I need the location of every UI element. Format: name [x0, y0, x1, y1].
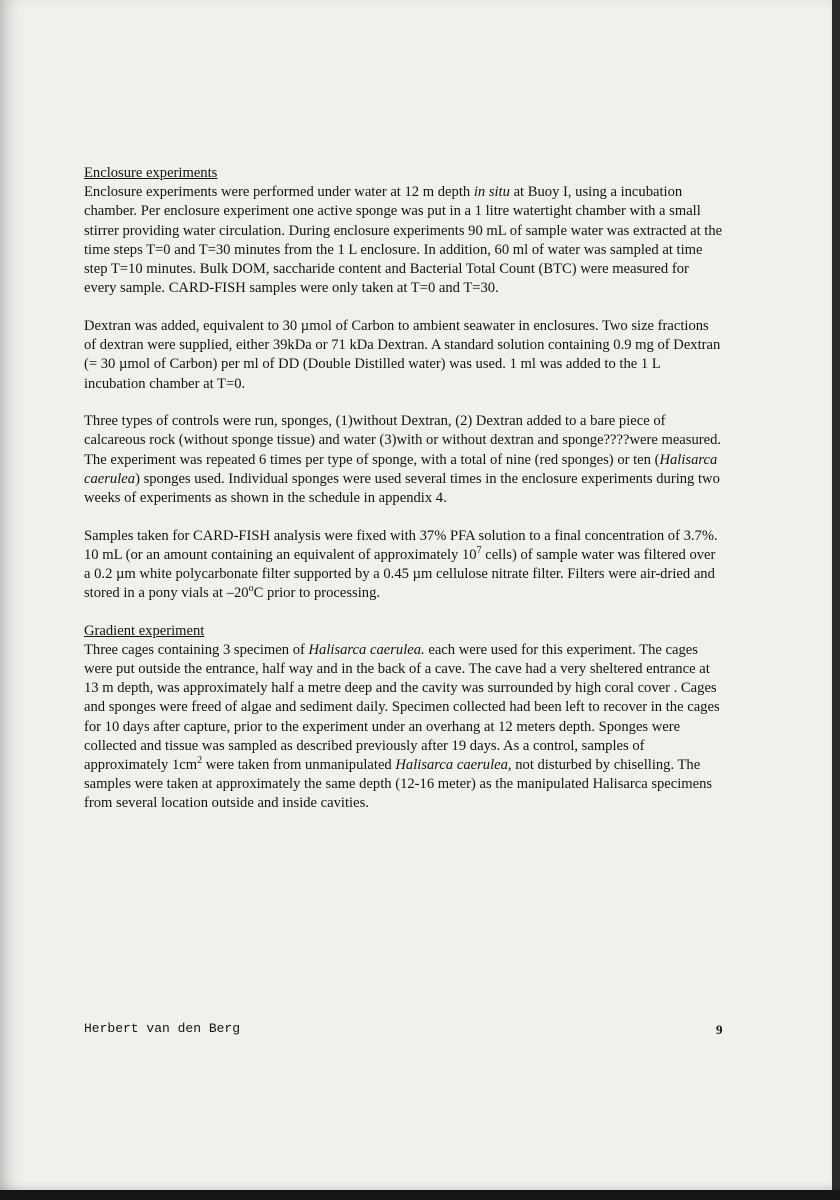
footer-author: Herbert van den Berg	[84, 1021, 241, 1036]
text-run: Three types of controls were run, sponges, (1)without Dextran, (2) Dextran added to a bare piece of calcareous rock (without sponge tissue) and water (3)with or without dextran and sponge????were measured. The experiment was repeated 6 times per type of sponge, with a total of nine (red sponges) or ten (	[84, 413, 722, 468]
text-run: ) sponges used. Individual sponges were used several times in the enclosure experiments during two weeks of experiments as shown in the schedule in appendix 4.	[84, 470, 720, 507]
section-heading-enclosure: Enclosure experiments	[84, 165, 218, 181]
italic-term: in situ	[473, 184, 510, 201]
superscript: 2	[197, 754, 203, 766]
text-run: at Buoy I, using a incubation chamber. Per enclosure experiment one active sponge was put in a 1 litre watertight chamber with a small stirrer providing water circulation. During enclosure experiments 90 mL of sample water was extracted at the time steps T=0 and T=30 minutes from the 1 L enclosure. In addition, 60 ml of water was sampled at time step T=10 minutes. Bulk DOM, saccharide content and Bacterial Total Count (BTC) were measured for every sample. CARD-FISH samples were only taken at T=0 and T=30.	[84, 184, 723, 297]
superscript: o	[248, 583, 254, 595]
paragraph-enclosure-3	[84, 412, 724, 508]
page-number: 9	[716, 1022, 723, 1037]
text-run: Samples taken for CARD-FISH analysis were fixed with 37% PFA solution to a final concentration of 3.7%. 10 mL (or an amount containing an equivalent of approximately 10	[84, 527, 718, 563]
text-run: were taken from unmanipulated	[202, 756, 396, 773]
superscript: 7	[476, 544, 482, 556]
paragraph-enclosure-4	[84, 527, 724, 604]
paragraph-gradient-1	[84, 641, 724, 814]
text-run: each were used for this experiment. The cages were put outside the entrance, half way and in the back of a cave. The cave had a very sheltered entrance at 13 m depth, was approximately half a metre deep and the cavity was surrounded by high coral cover . Cages and sponges were freed of algae and sediment daily. Specimen collected had been left to recover in the cages for 10 days after capture, prior to the experiment under an overhang at 12 meters depth. Sponges were collected and tissue was sampled as described previously after 19 days. As a control, samples of approximately 1cm	[84, 641, 720, 773]
scan-edge-right	[832, 0, 840, 1200]
text-run: Three cages containing 3 specimen of	[84, 641, 309, 658]
paragraph-enclosure-1	[84, 183, 724, 298]
italic-term: Halisarca caerulea	[84, 451, 718, 487]
italic-term: Halisarca caerulea.	[308, 641, 425, 658]
italic-term: Halisarca caerulea	[395, 756, 508, 773]
page-content	[84, 164, 724, 832]
text-run: C prior to processing.	[253, 585, 381, 602]
paragraph-enclosure-2: Dextran was added, equivalent to 30 µmol of Carbon to ambient seawater in enclosures. Two size fractions of dextran were supplied, either 39kDa or 71 kDa Dextran. A standard solution containing 0.9 mg of Dextran (= 30 µmol of Carbon) per ml of DD (Double Distilled water) was used. 1 ml was added to the 1 L incubation chamber at T=0.	[84, 317, 721, 392]
text-run: cells) of sample water was filtered over a 0.2 µm white polycarbonate filter supported by a 0.45 µm cellulose nitrate filter. Filters were air-dried and stored in a pony vials at –20	[84, 546, 716, 602]
text-run: Enclosure experiments were performed under water at 12 m depth	[84, 184, 474, 201]
section-heading-gradient: Gradient experiment	[84, 622, 205, 639]
text-run: , not disturbed by chiselling. The samples were taken at approximately the same depth (12-16 meter) as the manipulated Halisarca specimens from several location outside and inside cavities.	[84, 756, 713, 812]
scan-edge-bottom	[0, 1190, 840, 1200]
